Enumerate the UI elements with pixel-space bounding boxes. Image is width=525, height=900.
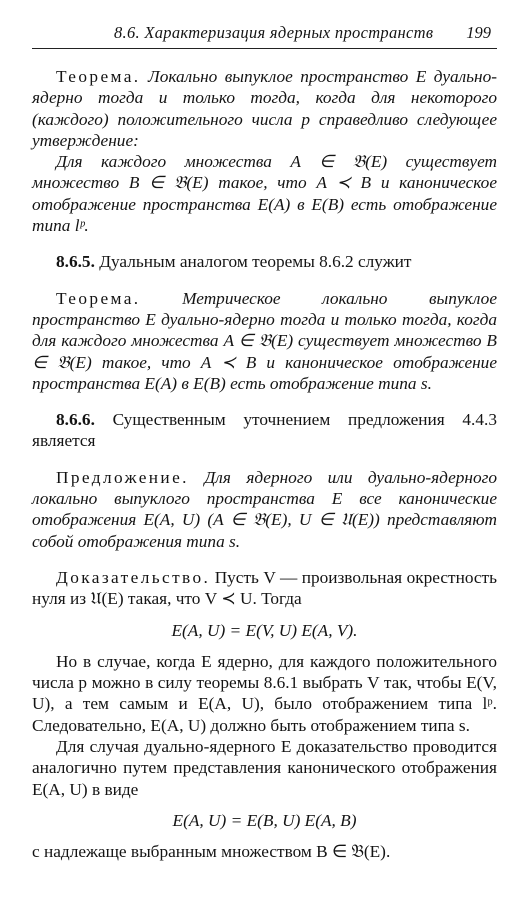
equation-2: E(A, U) = E(B, U) E(A, B) <box>172 810 357 830</box>
theorem-2-statement: Метрическое локально выпуклое пространство E дуально-ядерно тогда и только тогда, когда для каждого множества A ∈ 𝔅(E) существует множество B ∈ 𝔅(E) такое, что A ≺ B и каноническое отображение пространства E(A) в E(B) есть отображение типа s. <box>32 288 497 393</box>
section-8-6-6-text: Существенным уточнением предложения 4.4.3 является <box>32 410 497 451</box>
proof-paragraph-2: Но в случае, когда E ядерно, для каждого положительного числа p можно в силу теоремы 8.6.1 выбрать V так, чтобы E(V, U), а тем самым и E(A, U), было отображением типа lᵖ. Следовательно, E(A, U) должно быть отображением типа s. <box>32 651 497 735</box>
proof-paragraph-3: Для случая дуально-ядерного E доказательство проводится аналогично путем представления канонического отображения E(A, U) в виде <box>32 737 497 799</box>
section-8-6-5-text: Дуальным аналогом теоремы 8.6.2 служит <box>99 252 412 272</box>
proposition-statement: Для ядерного или дуально-ядерного локально выпуклого пространства E все канонические отображения E(A, U) (A ∈ 𝔅(E), U ∈ 𝔘(E)) представляют собой отображения типа s. <box>32 467 497 551</box>
section-8-6-6-number: 8.6.6. <box>56 410 95 430</box>
theorem-1-condition: Для каждого множества A ∈ 𝔅(E) существует множество B ∈ 𝔅(E) такое, что A ≺ B и каноническое отображение пространства E(A) в E(B) есть отображение типа lᵖ. <box>32 152 497 236</box>
section-title: 8.6. Характеризация ядерных пространств <box>114 23 434 42</box>
theorem-1 <box>32 66 497 151</box>
section-8-6-6 <box>32 409 497 452</box>
theorem-1-statement: Локально выпуклое пространство E дуально-ядерно тогда и только тогда, когда для некоторого (каждого) положительного числа p справедливо следующее утверждение: <box>32 67 497 150</box>
page-body <box>32 66 497 863</box>
equation-1: E(A, U) = E(V, U) E(A, V). <box>171 620 358 640</box>
section-8-6-5 <box>32 251 497 272</box>
section-8-6-5-number: 8.6.5. <box>56 252 95 272</box>
theorem-2 <box>32 288 497 394</box>
proof-intro <box>32 567 497 610</box>
theorem-1-label: Теорема. <box>56 67 141 86</box>
proof-paragraph-4: с надлежаще выбранным множеством B ∈ 𝔅(E). <box>32 842 391 862</box>
proof-text: Пусть V — произвольная окрестность нуля из 𝔘(E) такая, что V ≺ U. Тогда <box>32 567 497 609</box>
page-number: 199 <box>466 23 491 42</box>
proposition-label: Предложение. <box>56 467 189 487</box>
proof-label: Доказательство. <box>56 567 211 587</box>
proposition <box>32 467 497 552</box>
running-header <box>32 14 497 49</box>
theorem-2-label: Теорема. <box>56 288 141 308</box>
